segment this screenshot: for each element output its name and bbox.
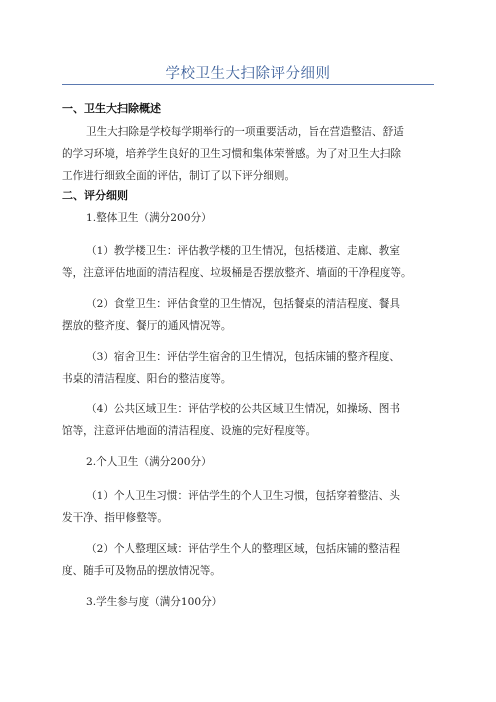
item-1-para-4 (62, 398, 442, 442)
title-divider (62, 84, 434, 85)
item-1-para-1 (62, 240, 442, 284)
item-1-para-2-line-1: （2）食堂卫生：评估食堂的卫生情况，包括餐桌的清洁程度、餐具 (86, 298, 400, 310)
item-2-para-1 (62, 485, 442, 529)
section-2-heading: 二、评分细则 (62, 189, 128, 202)
item-2-label-block (62, 451, 442, 473)
item-2-para-1-line-1: （1）个人卫生习惯：评估学生的个人卫生习惯，包括穿着整洁、头 (86, 490, 400, 502)
item-2-para-2-line-1: （2）个人整理区域：评估学生个人的整理区域，包括床铺的整洁程 (86, 543, 400, 555)
section-1-line-3: 工作进行细致全面的评估，制订了以下评分细则。 (62, 170, 296, 182)
item-1-para-3-line-1: （3）宿舍卫生：评估学生宿舍的卫生情况，包括床铺的整齐程度、 (86, 351, 400, 363)
item-1-label-block (62, 207, 442, 229)
section-1-line-1: 卫生大扫除是学校每学期举行的一项重要活动，旨在营造整洁、舒适 (86, 126, 404, 138)
item-1-para-1-line-2: 等，注意评估地面的清洁程度、垃圾桶是否摆放整齐、墙面的干净程度等。 (62, 267, 412, 279)
document-title: 学校卫生大扫除评分细则 (165, 66, 331, 82)
item-1-para-3 (62, 346, 442, 390)
item-2-para-1-line-2: 发干净、指甲修整等。 (62, 512, 168, 524)
item-3-label-block (62, 591, 442, 613)
item-1-para-4-line-1: （4）公共区域卫生：评估学校的公共区域卫生情况，如操场、图书 (86, 403, 400, 415)
item-1-para-4-line-2: 馆等，注意评估地面的清洁程度、设施的完好程度等。 (62, 425, 317, 437)
section-1-paragraph (62, 121, 442, 187)
item-2-label: 2.个人卫生（满分200分） (86, 456, 212, 468)
section-1-line-2: 的学习环境，培养学生良好的卫生习惯和集体荣誉感。为了对卫生大扫除 (62, 148, 401, 160)
item-1-para-2-line-2: 摆放的整齐度、餐厅的通风情况等。 (62, 320, 232, 332)
item-2-para-2-line-2: 度、随手可及物品的摆放情况等。 (62, 565, 221, 577)
item-1-para-2 (62, 293, 442, 337)
item-3-label: 3.学生参与度（满分100分） (86, 596, 223, 608)
item-2-para-2 (62, 538, 442, 582)
item-1-para-3-line-2: 书桌的清洁程度、阳台的整洁度等。 (62, 373, 232, 385)
section-1-heading: 一、卫生大扫除概述 (62, 102, 161, 115)
item-1-para-1-line-1: （1）教学楼卫生：评估教学楼的卫生情况，包括楼道、走廊、教室 (86, 245, 400, 257)
item-1-label: 1.整体卫生（满分200分） (86, 212, 212, 224)
